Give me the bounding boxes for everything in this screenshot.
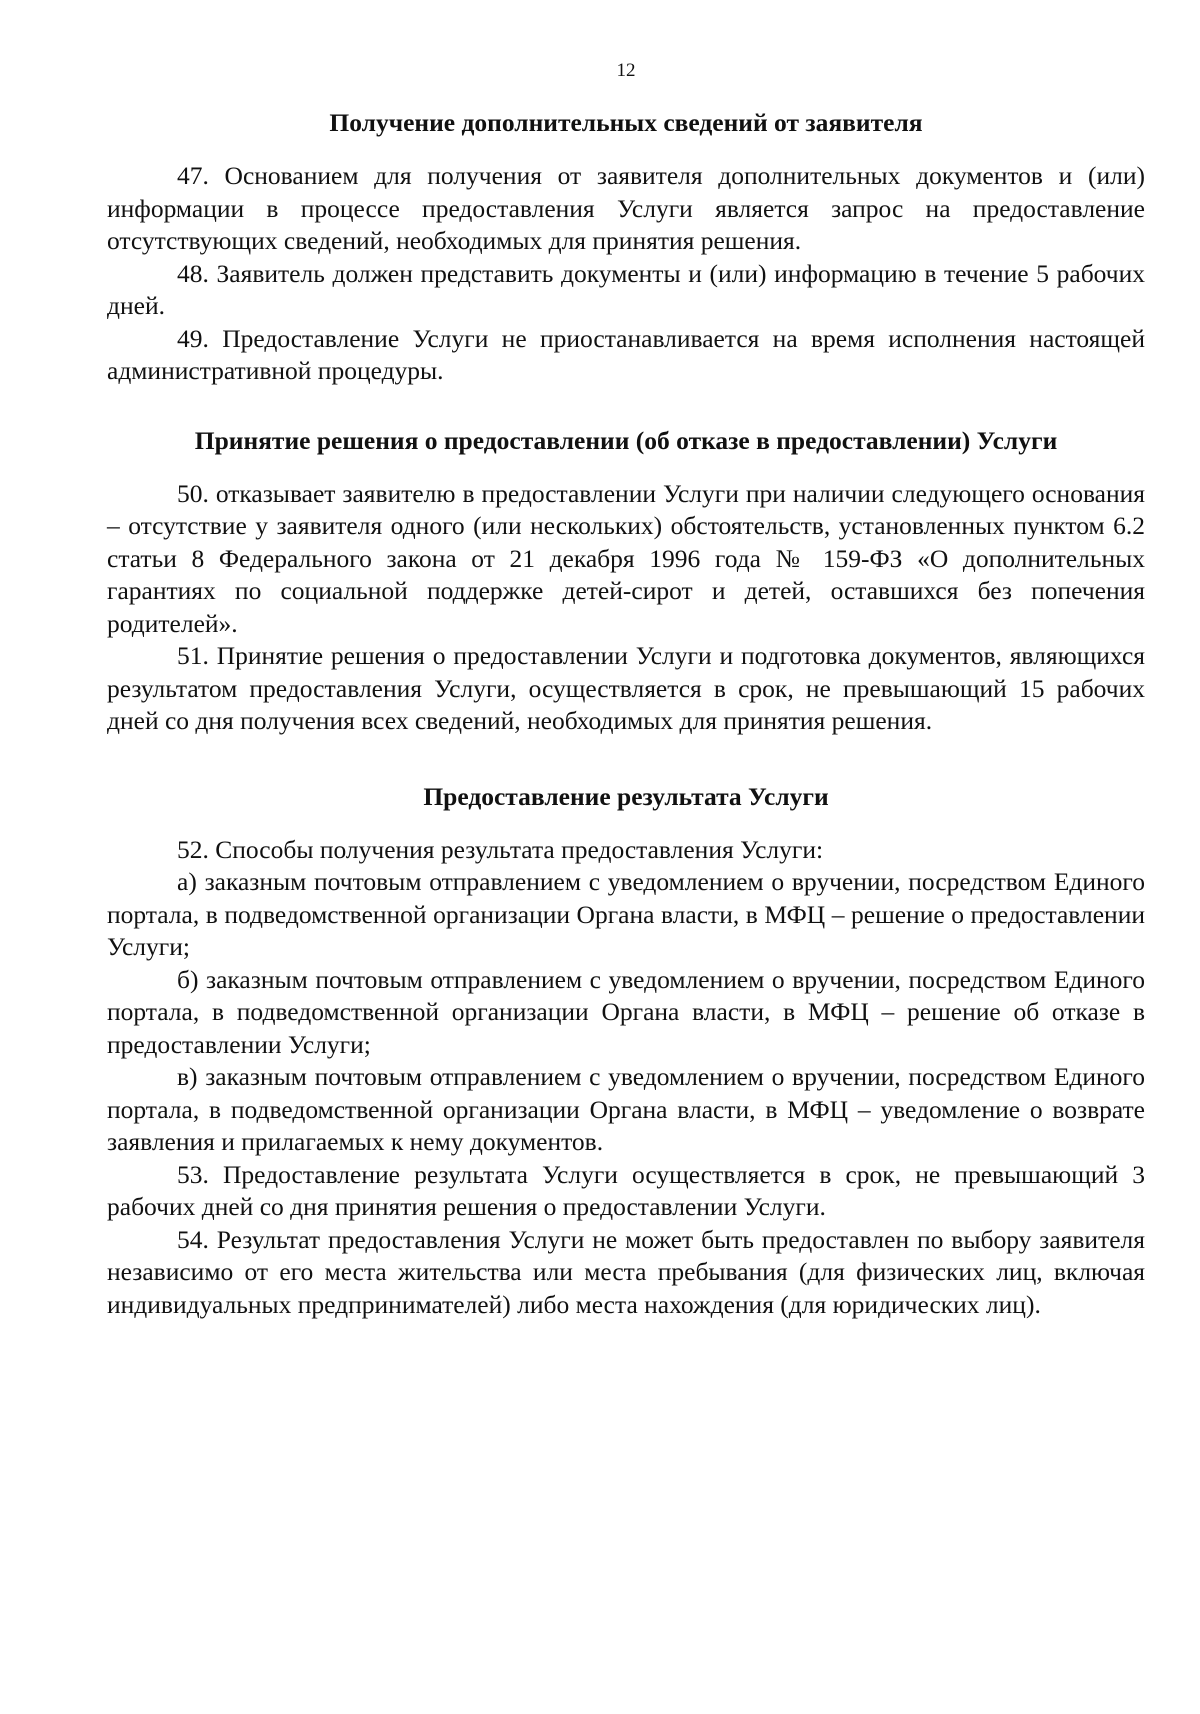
section-additional-info xyxy=(107,106,1145,388)
paragraph-53: 53. Предоставление результата Услуги осуществляется в срок, не превышающий 3 рабочих дней со дня принятия решения о предоставлении Услуги. xyxy=(107,1159,1145,1221)
paragraph-49: 49. Предоставление Услуги не приостанавливается на время исполнения настоящей административной процедуры. xyxy=(107,323,1145,385)
paragraph-52-b: б) заказным почтовым отправлением с уведомлением о вручении, посредством Единого портала, в подведомственной организации Органа власти, в МФЦ – решение об отказе в предоставлении Услуги; xyxy=(107,964,1145,1059)
section-title: Предоставление результата Услуги xyxy=(423,781,829,811)
section-result xyxy=(107,780,1145,1322)
section-title: Принятие решения о предоставлении (об отказе в предоставлении) Услуги xyxy=(194,425,1058,455)
document-page xyxy=(107,60,1145,1321)
paragraph-52: 52. Способы получения результата предоставления Услуги: xyxy=(177,834,824,864)
paragraph-52-c: в) заказным почтовым отправлением с уведомлением о вручении, посредством Единого портала, в подведомственной организации Органа власти, в МФЦ – уведомление о возврате заявления и прилагаемых к нему документов. xyxy=(107,1062,1145,1156)
paragraph-51: 51. Принятие решения о предоставлении Услуги и подготовка документов, являющихся результатом предоставления Услуги, осуществляется в срок, не превышающий 15 рабочих дней со дня получения всех сведений, необходимых для принятия решения. xyxy=(107,641,1145,735)
paragraph-50: 50. отказывает заявителю в предоставлении Услуги при наличии следующего основания – отсутствие у заявителя одного (или нескольких) обстоятельств, установленных пунктом 6.2 статьи 8 Федерального закона от 21 декабря 1996 года № 159-ФЗ «О дополнительных гарантиях по социальной поддержке детей-сирот и детей, оставшихся без попечения родителей». xyxy=(107,478,1145,638)
paragraph-47: 47. Основанием для получения от заявителя дополнительных документов и (или) информации в процессе предоставления Услуги является запрос на предоставление отсутствующих сведений, необходимых для принятия решения. xyxy=(107,161,1145,255)
paragraph-52-a: а) заказным почтовым отправлением с уведомлением о вручении, посредством Единого портала, в подведомственной организации Органа власти, в МФЦ – решение о предоставлении Услуги; xyxy=(107,867,1145,961)
section-decision xyxy=(107,424,1145,738)
paragraph-54: 54. Результат предоставления Услуги не может быть предоставлен по выбору заявителя независимо от его места жительства или места пребывания (для физических лиц, включая индивидуальных предпринимателей) либо места нахождения (для юридических лиц). xyxy=(107,1224,1145,1319)
section-title: Получение дополнительных сведений от заявителя xyxy=(329,108,923,137)
page-number: 12 xyxy=(616,60,636,81)
paragraph-48: 48. Заявитель должен представить документы и (или) информацию в течение 5 рабочих дней. xyxy=(107,258,1145,320)
